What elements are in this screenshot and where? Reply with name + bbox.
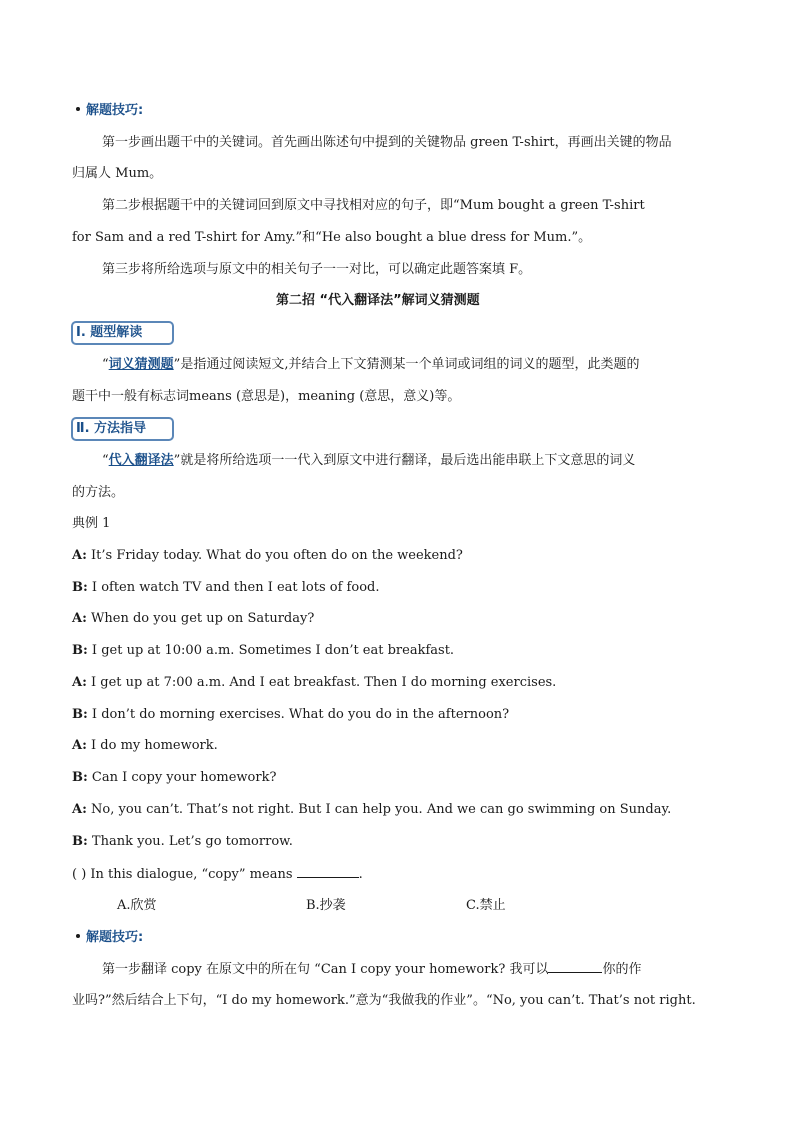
- dialogue-line: A: No, you can’t. That’s not right. But I can help you. And we can go swimming on Sunday.: [72, 802, 672, 817]
- dialogue-line: A: When do you get up on Saturday?: [72, 611, 315, 626]
- tips2-line1: 第一步翻译 copy 在原文中的所在句 “Can I copy your homework? 我可以 你的作: [102, 962, 642, 977]
- option-a[interactable]: A.欣赏: [117, 898, 157, 913]
- intro-line1: “词义猜测题”是指通过阅读短文,并结合上下文猜测某一个单词或词组的词义的题型，此类题的: [102, 357, 640, 372]
- example-label: 典例 1: [72, 516, 111, 531]
- dialogue-line: B: I get up at 10:00 a.m. Sometimes I don’t eat breakfast.: [72, 643, 455, 658]
- section-title: 第二招 “代入翻译法”解词义猜测题: [276, 293, 480, 308]
- tips-heading-2: 解题技巧:: [76, 929, 143, 947]
- method-line2: 的方法。: [72, 485, 125, 500]
- intro-line2: 题干中一般有标志词means (意思是)，meaning (意思，意义)等。: [72, 389, 461, 404]
- method-line1: “代入翻译法”就是将所给选项一一代入到原文中进行翻译，最后选出能串联上下文意思的词义: [102, 453, 636, 468]
- tips-heading-1: 解题技巧:: [76, 102, 143, 120]
- tips1-para2-line1: 第二步根据题干中的关键词回到原文中寻找相对应的句子，即“Mum bought a green T-shirt: [102, 198, 645, 213]
- tips1-para3: 第三步将所给选项与原文中的相关句子一一对比，可以确定此题答案填 F。: [102, 262, 532, 277]
- bullet-dot-icon: [76, 934, 80, 938]
- dialogue-line: A: I get up at 7:00 a.m. And I eat breakfast. Then I do morning exercises.: [72, 675, 557, 690]
- dialogue-line: B: Can I copy your homework?: [72, 770, 277, 785]
- option-c[interactable]: C.禁止: [466, 898, 506, 913]
- dialogue-line: A: It’s Friday today. What do you often do on the weekend?: [72, 548, 463, 563]
- inline-blank: [548, 960, 602, 973]
- answer-paren[interactable]: ( ): [72, 867, 87, 882]
- section-box-question-type: Ⅰ. 题型解读: [71, 321, 174, 345]
- option-b[interactable]: B.抄袭: [306, 898, 346, 913]
- section-box-method-guide: Ⅱ. 方法指导: [71, 417, 174, 441]
- bullet-dot-icon: [76, 107, 80, 111]
- tips1-para1-line2: 归属人 Mum。: [72, 166, 163, 181]
- term-word-meaning-question: 词义猜测题: [108, 357, 174, 372]
- question-line: ( ) In this dialogue, “copy” means .: [72, 867, 363, 882]
- tips1-para1-line1: 第一步画出题干中的关键词。首先画出陈述句中提到的关键物品 green T-shirt，再画出关键的物品: [102, 135, 672, 150]
- answer-blank[interactable]: [297, 865, 359, 878]
- tips2-line2: 业吗?”然后结合上下句，“I do my homework.”意为“我做我的作业”。“No, you can’t. That’s not right.: [72, 993, 696, 1008]
- dialogue-line: B: Thank you. Let’s go tomorrow.: [72, 834, 293, 849]
- dialogue-line: B: I don’t do morning exercises. What do you do in the afternoon?: [72, 707, 510, 722]
- dialogue-line: B: I often watch TV and then I eat lots of food.: [72, 580, 380, 595]
- dialogue-line: A: I do my homework.: [72, 738, 218, 753]
- tips1-para2-line2: for Sam and a red T-shirt for Amy.”和“He also bought a blue dress for Mum.”。: [72, 230, 592, 245]
- term-substitution-translation: 代入翻译法: [108, 453, 174, 468]
